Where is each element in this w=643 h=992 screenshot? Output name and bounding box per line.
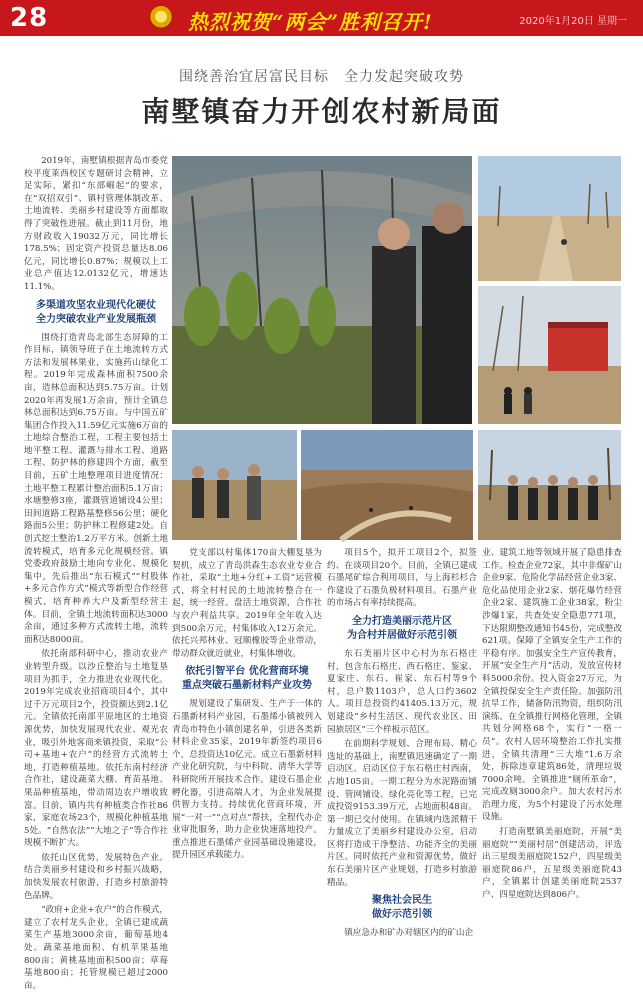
column-5	[482, 547, 622, 935]
winter-field-road-image	[478, 156, 621, 281]
paragraph: 依托南部科研中心，推动农业产业转型升级。以沙丘整治与土地复垦项目为抓手，全力推进农业现代化。2019年完成农业招商项目4个，其中过千万元项目2个，投资额达到2.1亿元。全镇依托南部平原地区的土地资源优势，加快发展现代农业、观光农业，吸引外地客商来镇投资，采取“公司+基地+农户”的经营方式流转土地，打造种植基地。依托东南村经济合作社，建设蔬菜大棚、育苗基地、果品种植基地，带动周边农户增收致富。目前，镇内共有种植类合作社86家，家庭农场23个，规模化种植基地5处。“自然农法”“大地之子”等合作社规模不断扩大。	[24, 649, 168, 849]
banner-title: 热烈祝贺“两会”胜利召开!	[188, 10, 433, 34]
paragraph: 依托山区优势，发展特色产业。结合美丽乡村建设和乡村振兴战略，加快发展农村旅游，打造乡村旅游特色品牌。	[24, 852, 168, 901]
paragraph: 镇应急办和矿办对辖区内的矿山企	[344, 928, 474, 939]
section-heading	[327, 615, 477, 643]
greenhouse-inspection-photo	[172, 156, 472, 424]
paragraph: 业、建筑工地等领域开展了隐患排查工作。检查企业72家，其中非煤矿山企业9家、危险化学品经营企业3家、危化品使用企业2家、烟花爆竹经营企业2家、建筑施工企业38家，粉尘涉爆1家，共查处安全隐患771项，下达限期整改通知书45份，完成整改621项。保障了全镇安全生产工作的平稳有序。加强安全生产宣传教育，开展“安全生产月”活动，发放宣传材料5000余份。投入资金27万元，为全镇投保安全生产责任险。加强防汛抗旱工作，储备防汛物资，组织防汛演练。在全镇推行网格化管理，全镇共划分网格68个，实行“一格一员”。农村人居环境整治工作扎实推进，全镇共清理“三大堆”1.6万余处，拆除违章建筑86处，清理垃圾7000余吨。全镇推进“厕所革命”，完成改厕3000余户。加大农村污水治理力度，为5个村建设了污水处理设施。	[482, 548, 622, 823]
construction-site-photo	[478, 286, 621, 424]
section-heading	[24, 299, 168, 327]
orchard-inspection-photo	[478, 430, 621, 540]
page-number: 28	[10, 3, 49, 33]
paragraph: 项目5个，拟开工项目2个，拟签约、在谈项目20个。目前，全镇已建成石墨尾矿综合利用项目，与上海杉杉合作建设了石墨负极材料项目。石墨产业的市场占有率持续提高。	[327, 548, 477, 609]
paragraph: 2019年，南墅镇根据青岛市委党校平度莱西校区专题研讨会精神，立足实际，紧扣“东部崛起”的要求，在“双招双引”、镇村管理体制改革、土地流转、美丽乡村建设等方面都取得了突破性进展。截止到11月份，地方财政收入19032万元，同比增长178.5%；固定资产投资总量达8.06亿元，同比增长0.87%；规模以上工业总产值达12.0132亿元，增速达11.1%。	[24, 156, 168, 292]
article-kicker: 围绕善治宜居富民目标 全力发起突破攻势	[179, 69, 464, 85]
paragraph: 党支部以村集体170亩大棚复垦为契机，成立了青岛洪森生态农业专业合作社，采取“土地+分红+工资”运营模式，将全村村民的土地流转整合在一起，统一经营。盘活土地资源，合作社与农户利益共享。2019年全年收入达到500余万元，村集体收入12万余元。依托兴邦林业、冠顺橡胶等企业带动，带动群众就近就业，村集体增收。	[172, 548, 322, 659]
column-4	[327, 547, 477, 939]
paragraph: “政府+企业+农户”的合作模式，建立了农村龙头企业，全镇已建成蔬菜生产基地3000余亩，葡萄基地4处。蔬菜基地面积、有机苹果基地800亩；黄桃基地面积500亩；草莓基地800亩；托管规模已超过2000亩。	[24, 905, 168, 991]
greenhouse-inspection-image	[172, 156, 472, 424]
graphite-mine-image	[301, 430, 473, 540]
column-1	[24, 155, 168, 991]
section-heading-text: 多渠道攻坚农业现代化硬仗 全力突破农业产业发展瓶颈	[36, 299, 156, 325]
winter-field-road-photo	[478, 156, 621, 281]
section-heading	[172, 665, 322, 693]
orchard-inspection-image	[478, 430, 621, 540]
paragraph: 打造南墅镇美丽庭院，开展“美丽庭院”“美丽村居”创建活动，评选出三星级美丽庭院152户，四星级美丽庭院86户，五星级美丽庭院43户，全镇累计创建美丽庭院2537户、四星庭院达到806户。	[482, 827, 622, 901]
graphite-mine-photo	[301, 430, 473, 540]
paragraph: 围绕打造青岛北部生态屏障的工作目标，镇领导班子在土地流转方式方法和发展林果业，实施药山绿化工程。2019年完成森林面积7500余亩，造林总面积达到5.75万亩。计划2020年再发展1万余亩，预计全镇总林总面积达到6.75万亩。与中国五矿集团合作投入11.59亿元实施6万亩的土地综合整治工程，工程主要包括土地平整工程、灌溉与排水工程、道路工程、防护林的修建四个方面，截至目前，五矿土地整理项目进度情况：土地平整工程累计整治面积5.1万亩；水塘整修3座，灌溉管道铺设4公里；田间道路工程路基整修56公里；硬化路面5公里；防护林工程修建2处。自创式挖土整治1.2万平方米。创新土地流转模式，培育多元化规模经营。镇党委政府鼓励土地向专业化、规模化集中，先后推出“东石模式”“村股体+多元合作方式”模式等新型合作经营模式，培育种养大户及新型经营主体。目前，全镇土地流转面积达3000余亩，通过多种方式流转土地，流转面积达8000亩。	[24, 332, 168, 645]
column-3	[172, 547, 322, 935]
paragraph: 在前期科学规划、合理布局、精心选址的基础上，南墅镇迅速确定了一期启动区。启动区位于东石格庄村西南，占地105亩。一期工程分为水泥路面铺设、管网铺设、绿化亮化等工程，已完成投资9153.39万元，占地面积48亩。第一期已交付使用。在镇域内选派精干力量成立了美丽乡村建设办公室，启动区将打造成干净整洁、功能齐全的美丽片区。同时依托产业和资源优势，做好东石美丽片区产业规划，打造乡村旅游精品。	[327, 739, 477, 888]
paragraph: 规划建设了集研发、生产于一体的石墨新材料产业园，石墨烯小镇被列入青岛市特色小镇创建名单，引进各类新材料企业35家，2019年新签约项目6个，总投资达10亿元。成立石墨新材料产业化研究院，与中科院、清华大学等科研院所开展技术合作。建设石墨企业孵化器，引进高端人才，为企业发展提供智力支持。持续优化营商环境，开展“一对一”“点对点”帮扶，全程代办企业审批服务，助力企业快速落地投产。重点推进石墨烯产业园基础设施建设，提升园区承载能力。	[172, 699, 322, 861]
paragraph: 东石美丽片区中心村为东石格庄村，包含东石格庄、西石格庄、鉴家、夏家庄、东石、崔家、东石村等9个村，总户数1103户，总人口约3602人。项目总投资约41405.13万元，规划建设“乡村生活区、现代农业区、田园旅居区”三个样板示范区。	[327, 648, 477, 735]
page-header	[0, 0, 643, 36]
section-heading-text: 依托引智平台 优化营商环境 重点突破石墨新材料产业攻势	[182, 666, 312, 692]
issue-date: 2020年1月20日 星期一	[519, 16, 627, 27]
field-visit-group-photo	[172, 430, 297, 540]
section-heading-text: 聚焦社会民生 做好示范引领	[372, 895, 432, 921]
construction-site-image	[478, 286, 621, 424]
section-heading-text: 全力打造美丽示范片区 为合村并居做好示范引领	[347, 615, 457, 641]
article-title: 南墅镇奋力开创农村新局面	[141, 95, 502, 128]
national-emblem-icon	[148, 5, 174, 31]
field-visit-group-image	[172, 430, 297, 540]
section-heading	[327, 894, 477, 922]
